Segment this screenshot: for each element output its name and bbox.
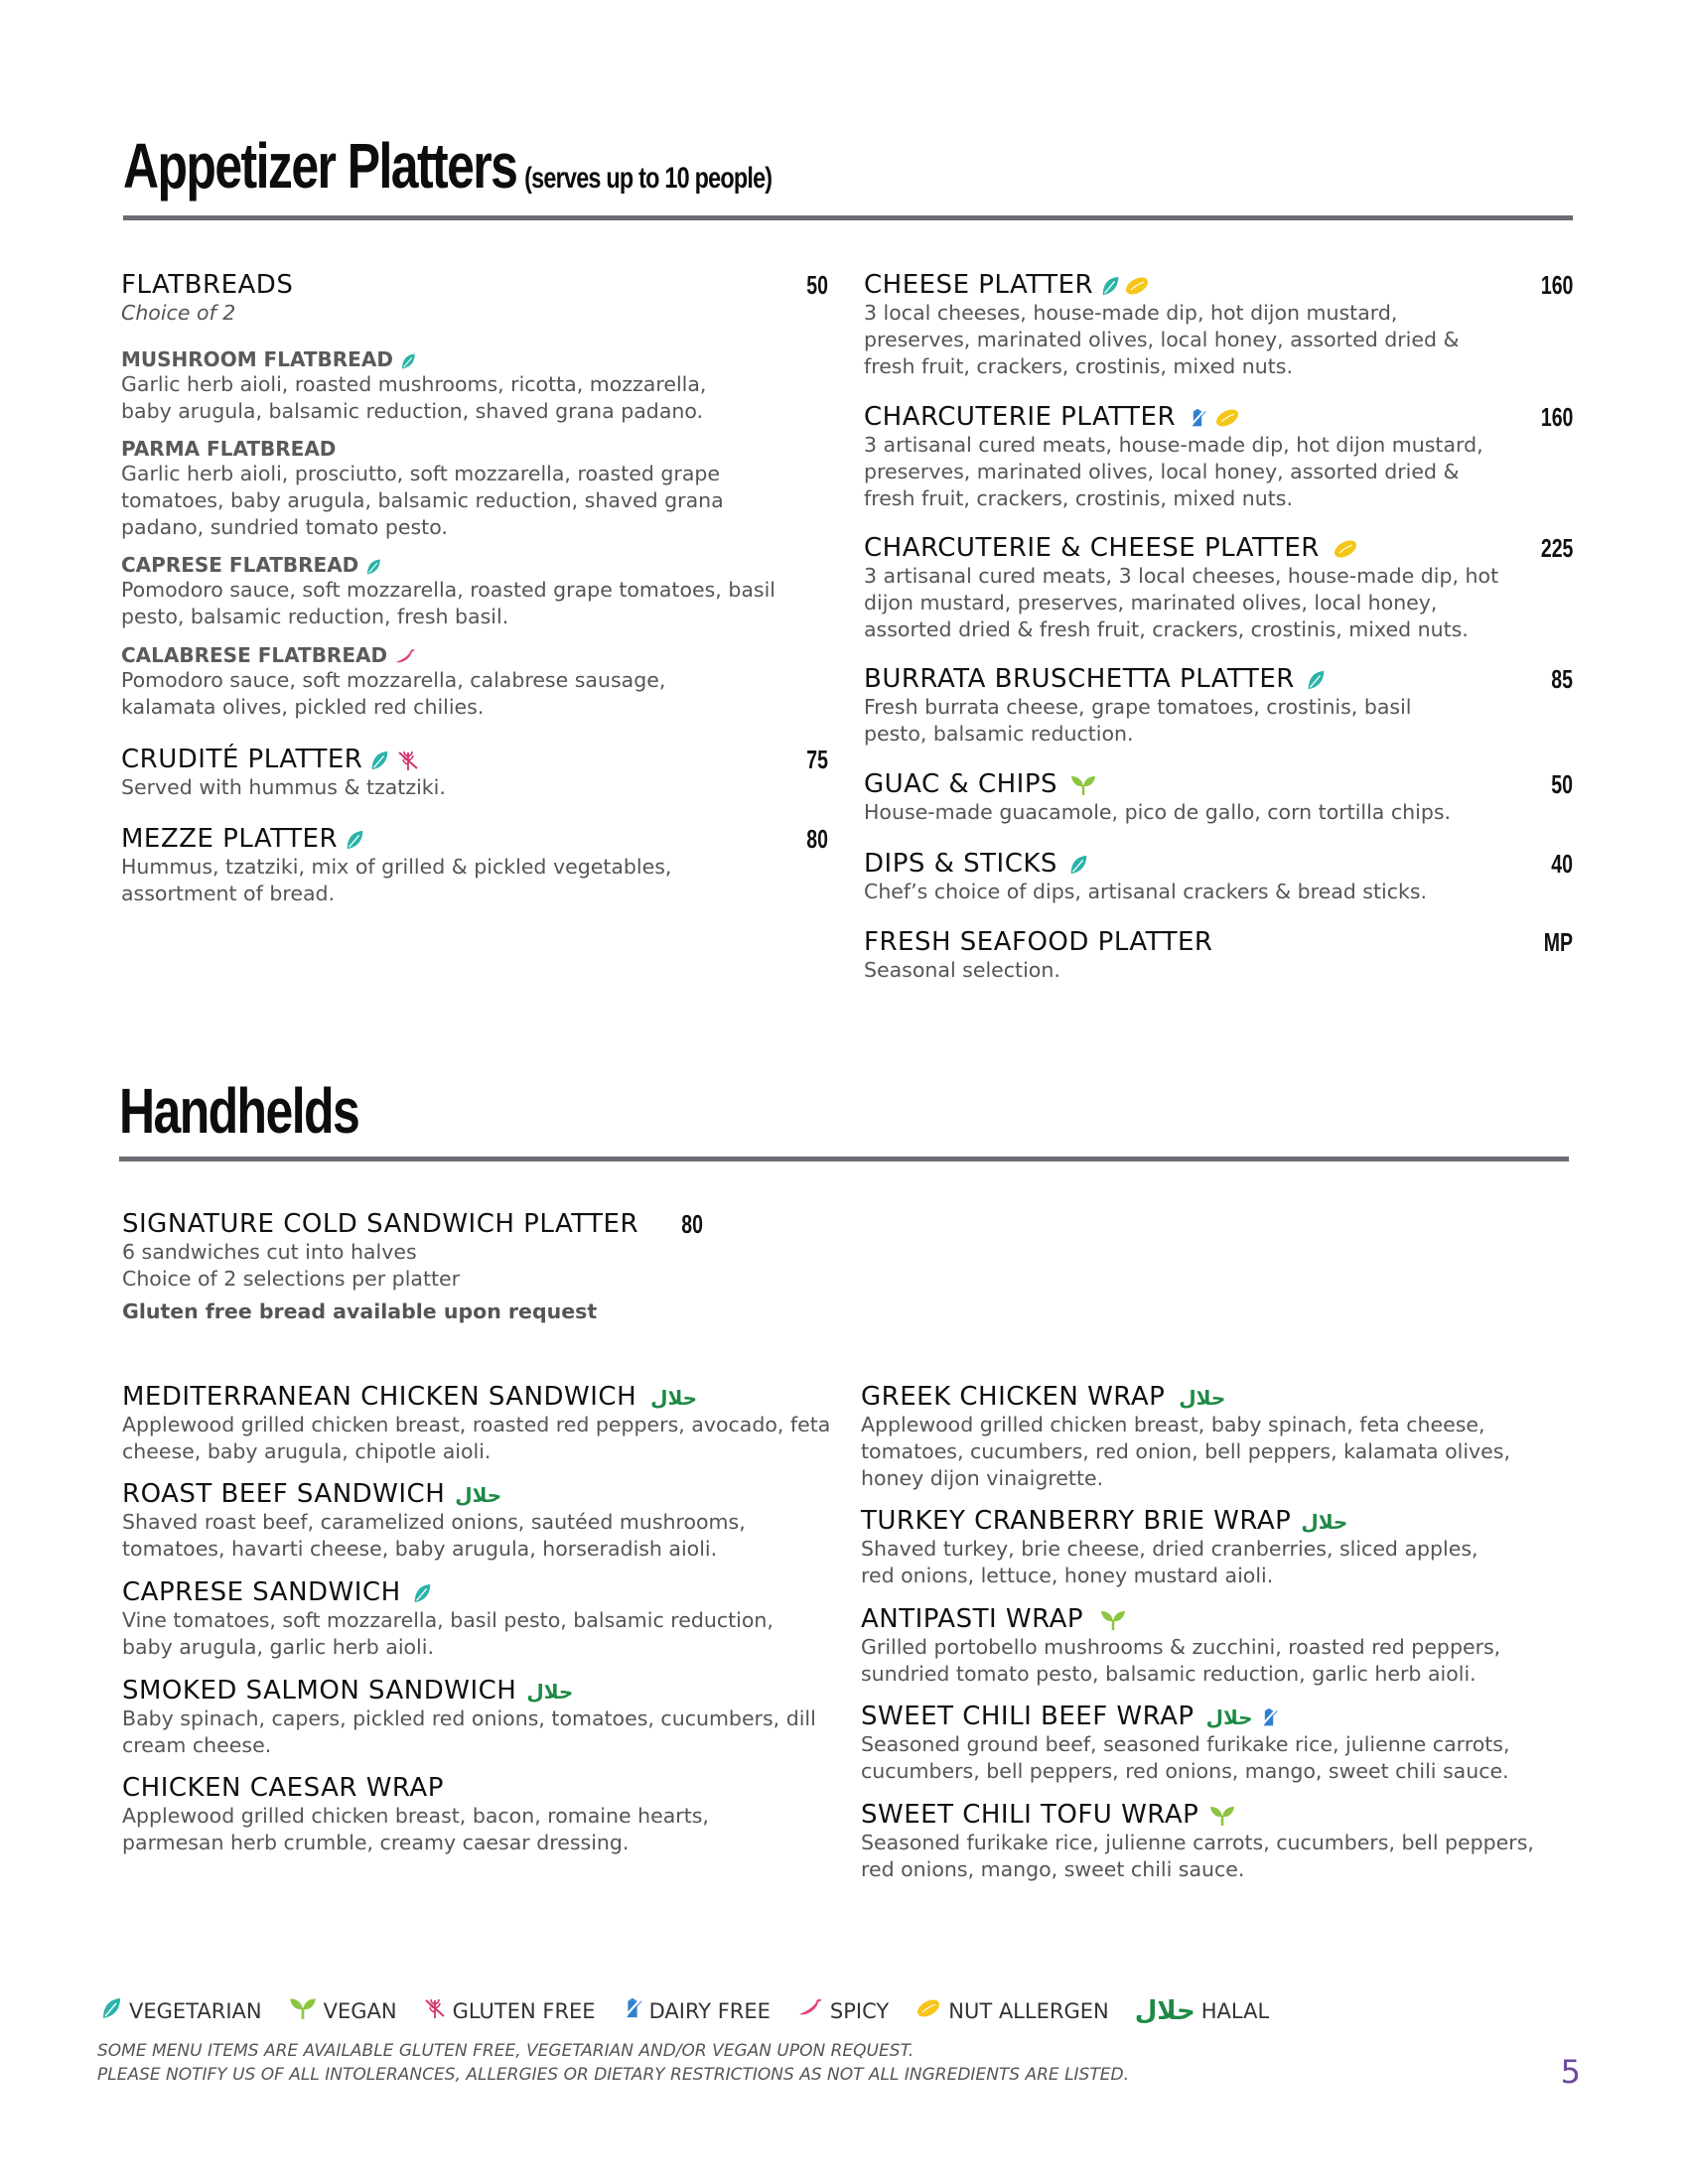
menu-item-calabrese-flatbread [121,643,737,721]
item-name: MUSHROOM FLATBREAD [121,347,393,371]
item-description: 3 local cheeses, house-made dip, hot dijon mustard, preserves, marinated olives, local honey, assorted dried & fresh fruit, crackers, crostinis, mixed nuts. [864,301,1460,378]
legend-vegan: VEGAN [288,1995,397,2026]
menu-item-sweet-chili-beef-wrap [861,1702,1556,1785]
item-price: 225 [1540,533,1573,563]
menu-item-crudite-platter [121,745,757,801]
item-name: SIGNATURE COLD SANDWICH PLATTER [122,1209,639,1239]
item-description: Pomodoro sauce, soft mozzarella, roasted grape tomatoes, basil pesto, balsamic reduction, fresh basil. [121,578,775,628]
item-name: ANTIPASTI WRAP [861,1604,1084,1634]
item-description: House-made guacamole, pico de gallo, corn tortilla chips. [864,800,1452,824]
menu-item-mediterranean-chicken-sandwich [122,1382,837,1465]
vegetarian-icon [1305,668,1327,692]
halal-icon: حلال [1134,1995,1196,2026]
item-description: Served with hummus & tzatziki. [121,775,446,799]
item-description: Vine tomatoes, soft mozzarella, basil pesto, balsamic reduction, baby arugula, garlic herb aioli. [122,1608,774,1659]
item-name: CHICKEN CAESAR WRAP [122,1773,444,1803]
item-name: FRESH SEAFOOD PLATTER [864,927,1213,957]
vegetarian-icon [411,1581,433,1605]
item-price: 160 [1540,270,1573,300]
vegetarian-icon [344,828,365,852]
menu-item-caprese-flatbread [121,553,776,630]
item-price: 80 [681,1209,703,1239]
menu-item-signature-sandwich-platter [122,1209,718,1325]
item-description: Seasoned ground beef, seasoned furikake rice, julienne carrots, cucumbers, bell peppers, red onions, mango, sweet chili sauce. [861,1732,1510,1783]
menu-item-flatbreads [121,270,816,327]
vegetarian-icon [99,1995,123,2026]
item-name: SMOKED SALMON SANDWICH [122,1676,517,1706]
menu-item-parma-flatbread [121,437,776,541]
item-name: CRUDITÉ PLATTER [121,745,363,774]
dairy-free-icon [1259,1706,1279,1729]
halal-icon: حلال [1205,1705,1253,1729]
item-note: Gluten free bread available upon request [122,1299,598,1323]
halal-icon: حلال [1301,1509,1348,1534]
item-description: Fresh burrata cheese, grape tomatoes, crostinis, basil pesto, balsamic reduction. [864,695,1412,746]
item-description: Pomodoro sauce, soft mozzarella, calabrese sausage, kalamata olives, pickled red chilies. [121,668,666,719]
item-price: 50 [1551,769,1573,799]
item-name: MEDITERRANEAN CHICKEN SANDWICH [122,1382,637,1412]
item-name: SWEET CHILI TOFU WRAP [861,1800,1199,1830]
gluten-free-icon [396,748,420,773]
item-description: Garlic herb aioli, prosciutto, soft mozzarella, roasted grape tomatoes, baby arugula, balsamic reduction, shaved grana padano, sundried tomato pesto. [121,462,724,539]
item-description: 6 sandwiches cut into halves [122,1240,417,1264]
vegan-icon [1208,1804,1236,1828]
item-price: MP [1543,927,1573,957]
nut-allergen-icon [1213,406,1241,430]
item-price: 50 [806,270,828,300]
dairy-free-icon [1188,406,1207,430]
item-description: Choice of 2 selections per platter [122,1267,461,1291]
item-description: Shaved turkey, brie cheese, dried cranberries, sliced apples, red onions, lettuce, honey mustard aioli. [861,1537,1478,1587]
halal-icon: حلال [455,1482,502,1507]
item-name: GREEK CHICKEN WRAP [861,1382,1166,1412]
item-price: 85 [1551,664,1573,694]
item-description: Shaved roast beef, caramelized onions, sautéed mushrooms, tomatoes, havarti cheese, baby arugula, horseradish aioli. [122,1510,746,1561]
item-description: 3 artisanal cured meats, house-made dip, hot dijon mustard, preserves, marinated olives, local honey, assorted dried & fresh fruit, crackers, crostinis, mixed nuts. [864,433,1483,510]
section-subtitle: (serves up to 10 people) [524,162,773,195]
vegetarian-icon [368,749,390,772]
item-name: BURRATA BRUSCHETTA PLATTER [864,664,1295,694]
legend-nut-allergen: NUT ALLERGEN [914,1996,1108,2025]
item-price: 75 [806,745,828,774]
dietary-legend [99,1995,1269,2026]
vegetarian-icon [1067,853,1089,877]
nut-allergen-icon [1332,537,1359,561]
dairy-free-icon [622,1995,643,2026]
section-divider [123,215,1573,220]
item-price: 160 [1540,402,1573,432]
vegetarian-icon [364,557,382,577]
item-price: 40 [1551,849,1573,879]
legend-spicy: SPICY [796,1996,889,2025]
item-name: TURKEY CRANBERRY BRIE WRAP [861,1506,1292,1536]
page-number: 5 [1560,2053,1581,2091]
spicy-icon [393,647,417,667]
item-description: Baby spinach, capers, pickled red onions, tomatoes, cucumbers, dill cream cheese. [122,1706,816,1757]
item-name: CAPRESE FLATBREAD [121,553,359,577]
item-description: Applewood grilled chicken breast, baby spinach, feta cheese, tomatoes, cucumbers, red onion, bell peppers, kalamata olives, honey dijon vinaigrette. [861,1413,1510,1490]
menu-item-guac-chips [864,769,1509,826]
menu-item-smoked-salmon-sandwich [122,1676,817,1759]
item-name: CHARCUTERIE PLATTER [864,402,1177,432]
vegetarian-icon [1099,274,1121,298]
menu-item-cheese-platter [864,270,1509,380]
legend-dairy-free: DAIRY FREE [622,1995,771,2026]
nut-allergen-icon [914,1996,942,2025]
item-name: GUAC & CHIPS [864,769,1058,799]
section-title-appetizers: Appetizer Platters (serves up to 10 people) [123,130,773,202]
menu-item-caprese-sandwich [122,1577,817,1661]
item-name: CHARCUTERIE & CHEESE PLATTER [864,533,1320,563]
item-description: Seasonal selection. [864,958,1060,982]
nut-allergen-icon [1123,274,1151,298]
item-description: Applewood grilled chicken breast, roasted red peppers, avocado, feta cheese, baby arugula, chipotle aioli. [122,1413,831,1463]
item-description: 3 artisanal cured meats, 3 local cheeses, house-made dip, hot dijon mustard, preserves, marinated olives, local honey, assorted dried & fresh fruit, crackers, crostinis, mixed nuts. [864,564,1499,641]
menu-item-mushroom-flatbread [121,347,757,425]
section-title-handhelds: Handhelds [119,1075,359,1147]
item-name: SWEET CHILI BEEF WRAP [861,1702,1195,1731]
section-divider [119,1157,1569,1161]
item-description: Applewood grilled chicken breast, bacon, romaine hearts, parmesan herb crumble, creamy caesar dressing. [122,1804,709,1854]
menu-item-chicken-caesar-wrap [122,1773,777,1856]
item-description: Garlic herb aioli, roasted mushrooms, ricotta, mozzarella, baby arugula, balsamic reduction, shaved grana padano. [121,372,707,423]
vegetarian-icon [399,351,417,371]
item-description: Grilled portobello mushrooms & zucchini, roasted red peppers, sundried tomato pesto, balsamic reduction, garlic herb aioli. [861,1635,1501,1686]
legend-vegetarian: VEGETARIAN [99,1995,262,2026]
menu-item-dips-sticks [864,849,1509,905]
menu-item-mezze-platter [121,824,757,907]
menu-item-seafood-platter [864,927,1509,984]
menu-item-burrata-platter [864,664,1460,748]
menu-item-charcuterie-cheese-platter [864,533,1509,643]
gluten-free-icon [423,1995,447,2026]
vegan-icon [1069,773,1097,797]
legend-gluten-free: GLUTEN FREE [423,1995,596,2026]
item-name: DIPS & STICKS [864,849,1057,879]
menu-item-turkey-cranberry-brie-wrap [861,1506,1516,1589]
item-price: 80 [806,824,828,854]
menu-item-antipasti-wrap [861,1604,1556,1688]
halal-icon: حلال [650,1385,698,1410]
footer-note: SOME MENU ITEMS ARE AVAILABLE GLUTEN FREE, VEGETARIAN AND/OR VEGAN UPON REQUEST. [97,2041,914,2061]
item-note: Choice of 2 [121,301,236,325]
item-name: CALABRESE FLATBREAD [121,643,388,667]
item-name: PARMA FLATBREAD [121,437,337,461]
halal-icon: حلال [1179,1385,1226,1410]
halal-icon: حلال [526,1679,574,1704]
item-name: CHEESE PLATTER [864,270,1094,300]
item-name: MEZZE PLATTER [121,824,339,854]
vegan-icon [1099,1608,1127,1632]
vegan-icon [288,1995,318,2026]
menu-item-greek-chicken-wrap [861,1382,1556,1492]
spicy-icon [796,1996,824,2025]
item-description: Seasoned furikake rice, julienne carrots, cucumbers, bell peppers, red onions, mango, sweet chili sauce. [861,1831,1534,1881]
item-name: FLATBREADS [121,270,294,300]
item-description: Hummus, tzatziki, mix of grilled & pickled vegetables, assortment of bread. [121,855,672,905]
item-name: CAPRESE SANDWICH [122,1577,401,1607]
menu-item-charcuterie-platter [864,402,1509,512]
menu-item-roast-beef-sandwich [122,1479,777,1563]
item-description: Chef’s choice of dips, artisanal crackers & bread sticks. [864,880,1428,903]
menu-item-sweet-chili-tofu-wrap [861,1800,1556,1883]
item-name: ROAST BEEF SANDWICH [122,1479,446,1509]
footer-note: PLEASE NOTIFY US OF ALL INTOLERANCES, ALLERGIES OR DIETARY RESTRICTIONS AS NOT ALL INGREDIENTS ARE LISTED. [97,2065,1129,2085]
legend-halal: حلال HALAL [1134,1995,1270,2026]
